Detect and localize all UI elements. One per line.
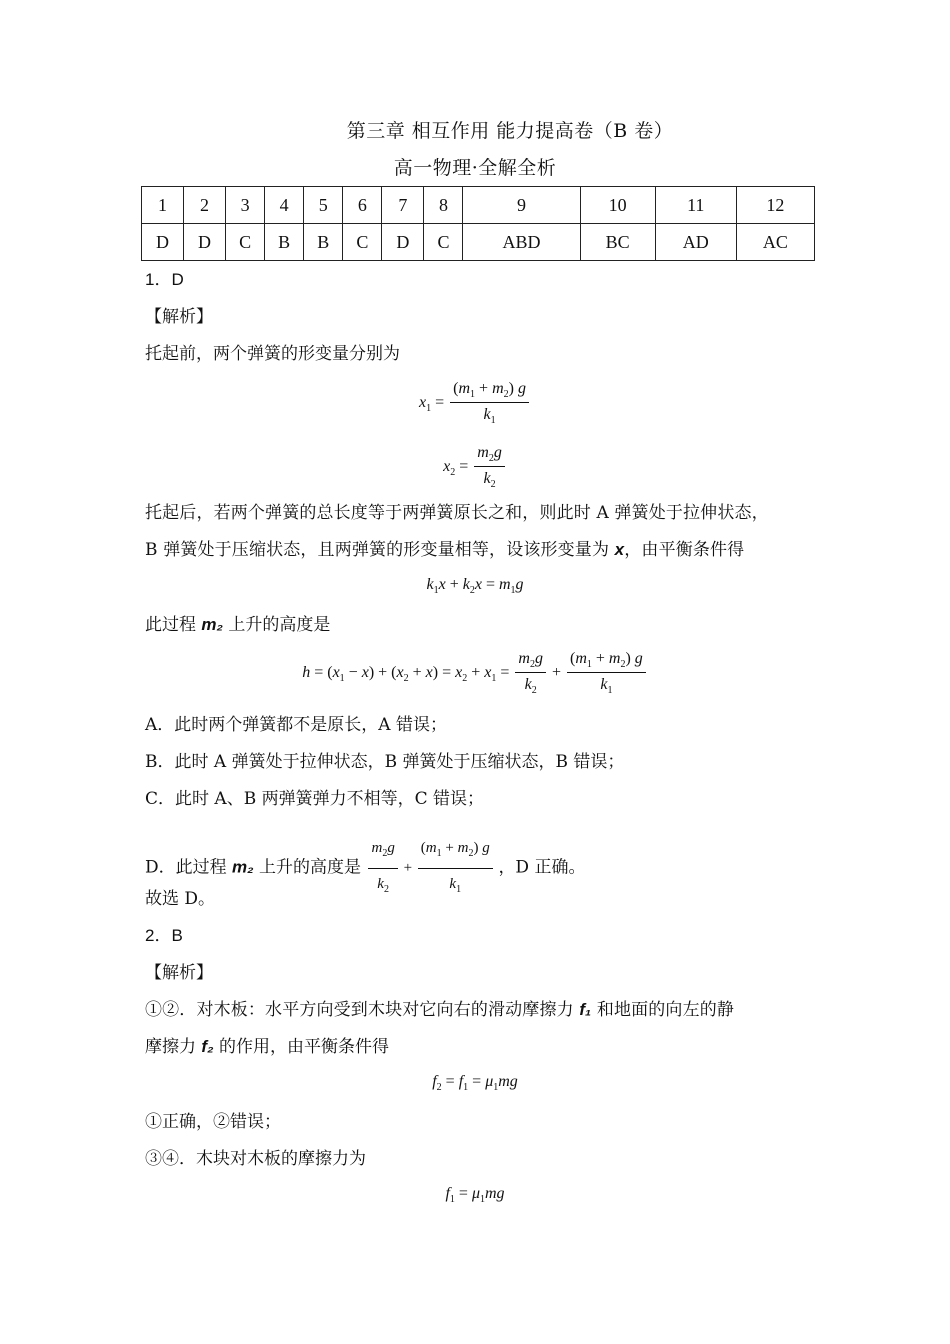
q2-heading: 2．B (145, 926, 183, 945)
answer-table-number-cell: 9 (463, 187, 580, 224)
answer-table-number-cell: 3 (226, 187, 265, 224)
answer-table-answer-cell: C (343, 224, 382, 261)
answer-table-answer-cell: B (265, 224, 304, 261)
q2-analysis-label: 【解析】 (145, 963, 213, 983)
answer-table-number-cell: 12 (736, 187, 814, 224)
q2-text-line: 摩擦力 f₂ 的作用，由平衡条件得 (145, 1037, 389, 1057)
answer-table-number-cell: 5 (304, 187, 343, 224)
answer-key-row (142, 224, 815, 261)
q1-heading: 1．D (145, 270, 184, 289)
q1-text-line: B 弹簧处于压缩状态，且两弹簧的形变量相等，设该形变量为 x，由平衡条件得 (145, 540, 745, 560)
answer-table-answer-cell: C (424, 224, 463, 261)
q1-option-b: B．此时 A 弹簧处于拉伸状态，B 弹簧处于压缩状态，B 错误； (145, 752, 625, 772)
answer-table-answer-cell: ABD (463, 224, 580, 261)
answer-table-number-cell: 6 (343, 187, 382, 224)
equation-x2: $x_2$ = $\frac{m_2g}{k_2}$ (0, 444, 950, 490)
answer-table-number-cell: 8 (424, 187, 463, 224)
answer-table-answer-cell: C (226, 224, 265, 261)
equation-friction-f1: $f_1 = \mu_1mg$ (445, 1185, 505, 1206)
document-title: 第三章 相互作用 能力提高卷（B 卷） (346, 120, 674, 142)
q1-option-c: C．此时 A、B 两弹簧弹力不相等，C 错误； (145, 789, 484, 809)
answer-table-number-cell: 4 (265, 187, 304, 224)
answer-table-number-cell: 7 (382, 187, 424, 224)
answer-number-row (142, 187, 815, 224)
answer-table-answer-cell: D (184, 224, 226, 261)
answer-table-number-cell: 10 (580, 187, 655, 224)
answer-table-answer-cell: D (142, 224, 184, 261)
q1-text-line: 托起后，若两个弹簧的总长度等于两弹簧原长之和，则此时 A 弹簧处于拉伸状态， (145, 503, 769, 523)
answer-table-number-cell: 2 (184, 187, 226, 224)
q1-option-d: D．此过程 m₂ 上升的高度是 $\frac{m_2g}{k_2}$ + $\frac{(m_1 + m_2) g}{k_1}$ ，D 正确。 (145, 836, 585, 902)
equation-friction: $f_2 = f_1 = \mu_1mg$ (432, 1073, 518, 1094)
answer-table-number-cell: 11 (655, 187, 736, 224)
answer-table-number-cell: 1 (142, 187, 184, 224)
answer-table-answer-cell: B (304, 224, 343, 261)
q1-option-a: A．此时两个弹簧都不是原长，A 错误； (145, 715, 447, 735)
q2-text-line: ①正确，②错误； (145, 1112, 281, 1132)
answer-table-answer-cell: AC (736, 224, 814, 261)
equation-height: $h = (x_1 - x) + (x_2 + x) = x_2 + x_1$ = $\frac{m_2g}{k_2}$ + $\frac{(m_1 + m_2) g}{k_1}$ (0, 650, 950, 696)
document-subtitle: 高一物理·全解全析 (393, 157, 557, 179)
q1-text-line: 此过程 m₂ 上升的高度是 (145, 615, 331, 635)
q2-text-line: ①②．对木板：水平方向受到木块对它向右的滑动摩擦力 f₁ 和地面的向左的静 (145, 1000, 735, 1020)
answer-table-answer-cell: AD (655, 224, 736, 261)
equation-x1: $x_1$ = $\frac{(m_1 + m_2) g}{k_1}$ (0, 380, 950, 426)
answer-table (141, 186, 815, 261)
q1-conclusion: 故选 D。 (145, 889, 216, 909)
answer-table-answer-cell: BC (580, 224, 655, 261)
q1-text-line: 托起前，两个弹簧的形变量分别为 (145, 344, 400, 364)
q2-text-line: ③④．木块对木板的摩擦力为 (145, 1149, 366, 1169)
q1-analysis-label: 【解析】 (145, 307, 213, 327)
answer-table-answer-cell: D (382, 224, 424, 261)
equation-balance: $k_1x + k_2x = m_1g$ (426, 576, 524, 597)
